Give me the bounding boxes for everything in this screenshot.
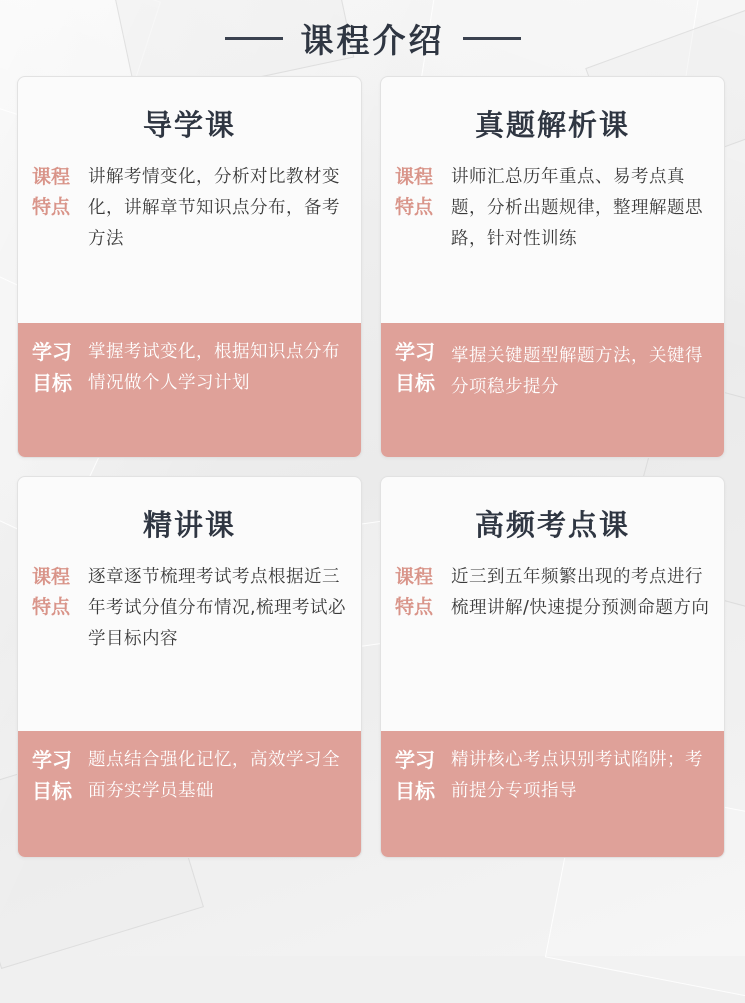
goal-label-line2: 目标 [395,371,435,395]
feature-label-line1: 课程 [32,166,71,188]
course-feature-row [18,562,361,731]
feature-label-line2: 特点 [395,196,434,218]
course-goal-row [381,731,724,857]
course-goal-row [381,323,724,457]
feature-label [32,562,88,622]
course-card-title: 真题解析课 [474,108,630,142]
goal-label-line2: 目标 [32,779,72,803]
course-goal-text: 精讲核心考点识别考试陷阱；考前提分专项指导 [451,750,703,801]
course-feature-row [18,162,361,323]
goal-label-line1: 学习 [32,748,72,772]
course-card-title: 导学课 [142,108,236,142]
goal-label [32,745,88,807]
feature-label-line1: 课程 [32,566,71,588]
page-title: 课程介绍 [300,20,445,60]
course-card-title: 高频考点课 [474,508,630,542]
course-feature-text: 讲师汇总历年重点、易考点真题，分析出题规律，整理解题思路，针对性训练 [451,167,703,249]
feature-label [395,162,451,222]
goal-label-line1: 学习 [32,340,72,364]
feature-label-line1: 课程 [395,566,434,588]
course-goal-text: 掌握关键题型解题方法，关键得分项稳步提分 [451,346,703,397]
course-card-grid [0,76,745,858]
course-feature-text: 讲解考情变化，分析对比教材变化，讲解章节知识点分布，备考方法 [88,167,340,249]
course-feature-row [381,162,724,323]
course-goal-text: 掌握考试变化，根据知识点分布情况做个人学习计划 [88,342,340,393]
course-card [17,76,362,458]
course-card-title: 精讲课 [142,508,236,542]
feature-label [395,562,451,622]
goal-label-line2: 目标 [32,371,72,395]
feature-label [32,162,88,222]
goal-label-line1: 学习 [395,748,435,772]
feature-label-line2: 特点 [32,196,71,218]
course-feature-row [381,562,724,731]
goal-label [395,337,451,399]
course-goal-text: 题点结合强化记忆，高效学习全面夯实学员基础 [88,750,340,801]
course-goal-row [18,731,361,857]
course-feature-text: 近三到五年频繁出现的考点进行梳理讲解/快速提分预测命题方向 [451,567,710,618]
goal-label-line1: 学习 [395,340,435,364]
course-goal-row [18,323,361,457]
feature-label-line2: 特点 [32,596,71,618]
goal-label [395,745,451,807]
course-feature-text: 逐章逐节梳理考试考点根据近三年考试分值分布情况,梳理考试必学目标内容 [88,567,347,649]
goal-label-line2: 目标 [395,779,435,803]
feature-label-line1: 课程 [395,166,434,188]
course-card [380,476,725,858]
course-card [17,476,362,858]
header-rule-left [225,37,283,40]
goal-label [32,337,88,399]
header-rule-right [463,37,521,40]
course-card [380,76,725,458]
feature-label-line2: 特点 [395,596,434,618]
page-header [0,0,745,76]
